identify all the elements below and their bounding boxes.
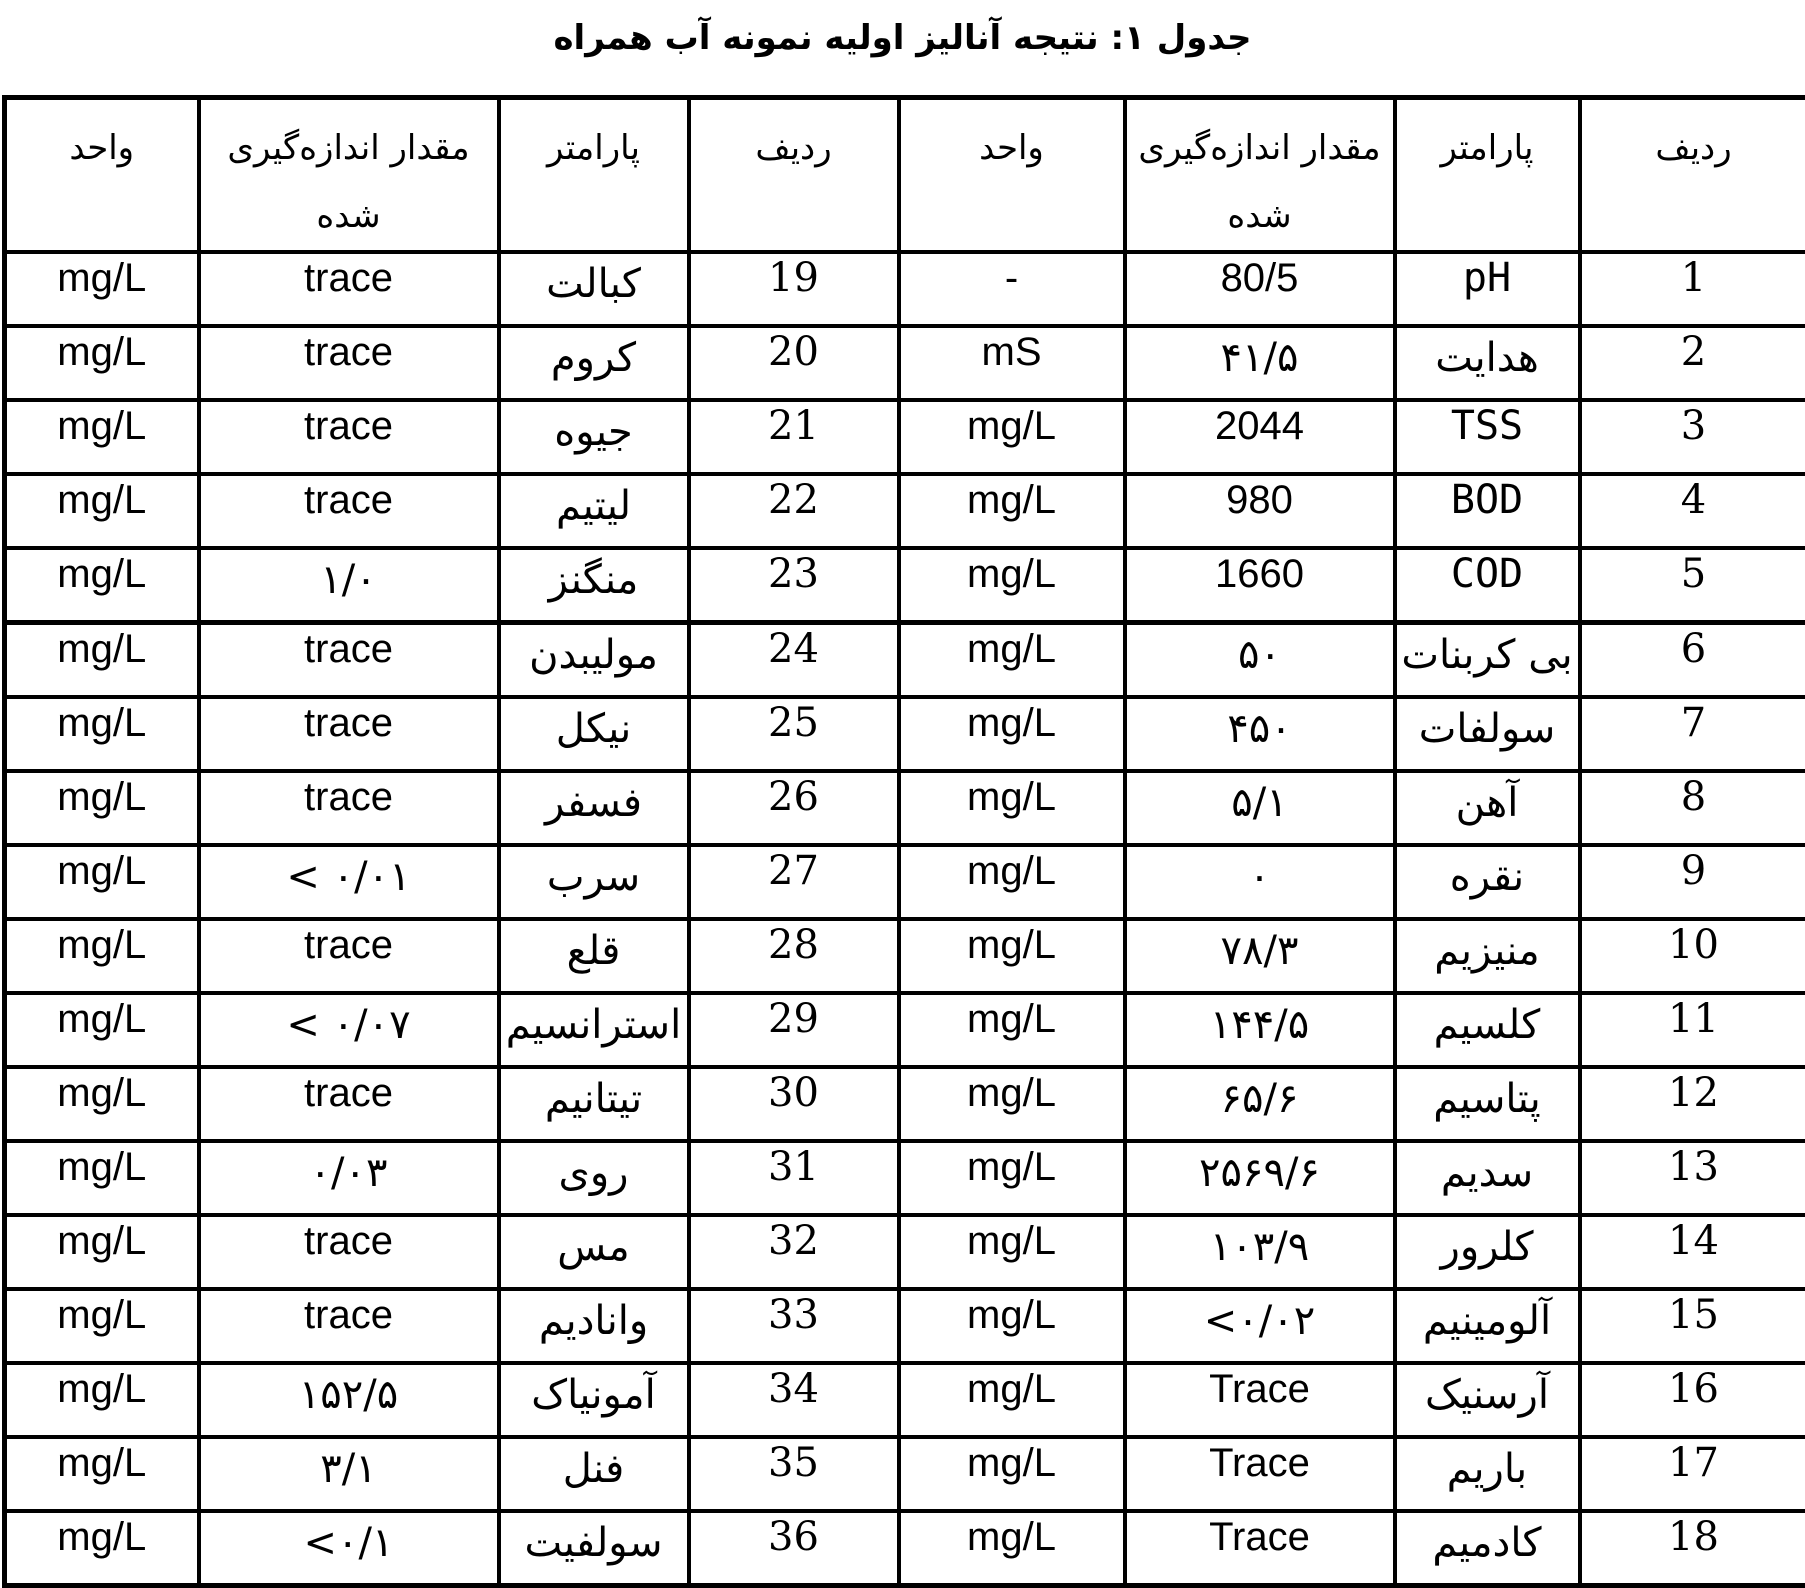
unit-cell: mg/L — [899, 1437, 1125, 1511]
table-caption: جدول ۱: نتیجه آنالیز اولیه نمونه آب همراه — [0, 18, 1805, 58]
parameter-cell: سدیم — [1395, 1141, 1580, 1215]
row-number-cell: 9 — [1580, 845, 1805, 919]
unit-cell: mg/L — [5, 993, 199, 1067]
table-row — [5, 1511, 1805, 1586]
row-number-cell: 11 — [1580, 993, 1805, 1067]
unit-cell: mg/L — [5, 919, 199, 993]
parameter-cell: پتاسیم — [1395, 1067, 1580, 1141]
unit-cell: mg/L — [899, 1141, 1125, 1215]
value-cell: ۱۰۳/۹ — [1125, 1215, 1395, 1289]
unit-cell: mS — [899, 326, 1125, 400]
unit-cell: mg/L — [899, 1511, 1125, 1586]
table-row — [5, 993, 1805, 1067]
parameter-cell: pH — [1395, 252, 1580, 326]
table-row — [5, 697, 1805, 771]
value-cell: ۵/۱ — [1125, 771, 1395, 845]
parameter-cell: TSS — [1395, 400, 1580, 474]
table-row — [5, 1067, 1805, 1141]
parameter-cell: آمونیاک — [499, 1363, 689, 1437]
parameter-cell: بی کربنات — [1395, 623, 1580, 698]
unit-cell: mg/L — [899, 1215, 1125, 1289]
row-number-cell: 10 — [1580, 919, 1805, 993]
value-cell: ۰ — [1125, 845, 1395, 919]
unit-cell: mg/L — [5, 1067, 199, 1141]
row-number-cell: 25 — [689, 697, 899, 771]
row-number-cell: 28 — [689, 919, 899, 993]
value-cell: <۰/۱ — [199, 1511, 499, 1586]
table-row — [5, 1215, 1805, 1289]
row-number-cell: 21 — [689, 400, 899, 474]
unit-cell: mg/L — [899, 697, 1125, 771]
row-number-cell: 26 — [689, 771, 899, 845]
value-cell: trace — [199, 252, 499, 326]
table-row — [5, 1437, 1805, 1511]
parameter-cell: فنل — [499, 1437, 689, 1511]
parameter-cell: کبالت — [499, 252, 689, 326]
row-number-cell: 36 — [689, 1511, 899, 1586]
value-cell: ۰/۰۳ — [199, 1141, 499, 1215]
unit-cell: mg/L — [5, 1511, 199, 1586]
table-row — [5, 771, 1805, 845]
row-number-cell: 18 — [1580, 1511, 1805, 1586]
table-row — [5, 1363, 1805, 1437]
value-cell: ۳/۱ — [199, 1437, 499, 1511]
row-number-cell: 35 — [689, 1437, 899, 1511]
parameter-cell: لیتیم — [499, 474, 689, 548]
parameter-cell: آهن — [1395, 771, 1580, 845]
parameter-cell: نیکل — [499, 697, 689, 771]
table-row — [5, 919, 1805, 993]
header-param-right: پارامتر — [1395, 98, 1580, 253]
row-number-cell: 17 — [1580, 1437, 1805, 1511]
unit-cell: mg/L — [5, 252, 199, 326]
table-row — [5, 474, 1805, 548]
row-number-cell: 24 — [689, 623, 899, 698]
table-row — [5, 252, 1805, 326]
unit-cell: mg/L — [5, 1437, 199, 1511]
value-cell: ۱۵۲/۵ — [199, 1363, 499, 1437]
parameter-cell: منیزیم — [1395, 919, 1580, 993]
row-number-cell: 4 — [1580, 474, 1805, 548]
unit-cell: mg/L — [5, 474, 199, 548]
unit-cell: mg/L — [899, 1067, 1125, 1141]
parameter-cell: نقره — [1395, 845, 1580, 919]
unit-cell: mg/L — [899, 845, 1125, 919]
parameter-cell: کروم — [499, 326, 689, 400]
value-cell: trace — [199, 326, 499, 400]
row-number-cell: 8 — [1580, 771, 1805, 845]
value-cell: trace — [199, 474, 499, 548]
unit-cell: mg/L — [899, 1289, 1125, 1363]
row-number-cell: 32 — [689, 1215, 899, 1289]
row-number-cell: 2 — [1580, 326, 1805, 400]
unit-cell: mg/L — [5, 1363, 199, 1437]
parameter-cell: سولفات — [1395, 697, 1580, 771]
value-cell: trace — [199, 400, 499, 474]
value-cell: Trace — [1125, 1511, 1395, 1586]
header-value-left: مقدار اندازه‌گیری شده — [199, 98, 499, 253]
value-cell: 980 — [1125, 474, 1395, 548]
value-cell: < ۰/۰۷ — [199, 993, 499, 1067]
row-number-cell: 7 — [1580, 697, 1805, 771]
value-cell: trace — [199, 623, 499, 698]
unit-cell: mg/L — [899, 771, 1125, 845]
row-number-cell: 19 — [689, 252, 899, 326]
value-cell: ۴۵۰ — [1125, 697, 1395, 771]
table-row — [5, 1289, 1805, 1363]
unit-cell: mg/L — [899, 623, 1125, 698]
parameter-cell: وانادیم — [499, 1289, 689, 1363]
header-param-left: پارامتر — [499, 98, 689, 253]
row-number-cell: 14 — [1580, 1215, 1805, 1289]
value-cell: trace — [199, 919, 499, 993]
header-unit-right: واحد — [899, 98, 1125, 253]
unit-cell: mg/L — [5, 697, 199, 771]
table-row — [5, 1141, 1805, 1215]
header-row-left: ردیف — [689, 98, 899, 253]
header-unit-left: واحد — [5, 98, 199, 253]
value-cell: < ۰/۰۱ — [199, 845, 499, 919]
value-cell: 2044 — [1125, 400, 1395, 474]
parameter-cell: هدایت — [1395, 326, 1580, 400]
row-number-cell: 20 — [689, 326, 899, 400]
value-cell: trace — [199, 1215, 499, 1289]
parameter-cell: روی — [499, 1141, 689, 1215]
value-cell: ۵۰ — [1125, 623, 1395, 698]
row-number-cell: 23 — [689, 548, 899, 623]
value-cell: trace — [199, 697, 499, 771]
parameter-cell: باریم — [1395, 1437, 1580, 1511]
parameter-cell: کلرور — [1395, 1215, 1580, 1289]
unit-cell: mg/L — [899, 548, 1125, 623]
unit-cell: mg/L — [5, 1141, 199, 1215]
unit-cell: mg/L — [899, 993, 1125, 1067]
row-number-cell: 34 — [689, 1363, 899, 1437]
table-body — [5, 252, 1805, 1586]
value-cell: trace — [199, 771, 499, 845]
unit-cell: mg/L — [5, 1289, 199, 1363]
parameter-cell: قلع — [499, 919, 689, 993]
row-number-cell: 12 — [1580, 1067, 1805, 1141]
value-cell: Trace — [1125, 1363, 1395, 1437]
row-number-cell: 13 — [1580, 1141, 1805, 1215]
parameter-cell: مس — [499, 1215, 689, 1289]
unit-cell: - — [899, 252, 1125, 326]
value-cell: 80/5 — [1125, 252, 1395, 326]
parameter-cell: استرانسیم — [499, 993, 689, 1067]
table-row — [5, 548, 1805, 623]
header-value-right: مقدار اندازه‌گیری شده — [1125, 98, 1395, 253]
value-cell: ۴۱/۵ — [1125, 326, 1395, 400]
parameter-cell: آرسنیک — [1395, 1363, 1580, 1437]
unit-cell: mg/L — [899, 400, 1125, 474]
parameter-cell: BOD — [1395, 474, 1580, 548]
row-number-cell: 27 — [689, 845, 899, 919]
value-cell: ۷۸/۳ — [1125, 919, 1395, 993]
header-row — [5, 98, 1805, 253]
parameter-cell: سرب — [499, 845, 689, 919]
parameter-cell: کلسیم — [1395, 993, 1580, 1067]
header-row-right: ردیف — [1580, 98, 1805, 253]
unit-cell: mg/L — [5, 623, 199, 698]
unit-cell: mg/L — [899, 919, 1125, 993]
row-number-cell: 3 — [1580, 400, 1805, 474]
unit-cell: mg/L — [5, 326, 199, 400]
row-number-cell: 5 — [1580, 548, 1805, 623]
parameter-cell: سولفیت — [499, 1511, 689, 1586]
analysis-table — [2, 95, 1805, 1588]
value-cell: <۰/۰۲ — [1125, 1289, 1395, 1363]
value-cell: ۱/۰ — [199, 548, 499, 623]
row-number-cell: 29 — [689, 993, 899, 1067]
parameter-cell: مولیبدن — [499, 623, 689, 698]
row-number-cell: 31 — [689, 1141, 899, 1215]
parameter-cell: تیتانیم — [499, 1067, 689, 1141]
parameter-cell: آلومینیم — [1395, 1289, 1580, 1363]
row-number-cell: 1 — [1580, 252, 1805, 326]
unit-cell: mg/L — [5, 845, 199, 919]
unit-cell: mg/L — [899, 1363, 1125, 1437]
unit-cell: mg/L — [5, 771, 199, 845]
value-cell: 1660 — [1125, 548, 1395, 623]
row-number-cell: 6 — [1580, 623, 1805, 698]
value-cell: trace — [199, 1289, 499, 1363]
unit-cell: mg/L — [899, 474, 1125, 548]
unit-cell: mg/L — [5, 1215, 199, 1289]
value-cell: ۱۴۴/۵ — [1125, 993, 1395, 1067]
parameter-cell: کادمیم — [1395, 1511, 1580, 1586]
table-row — [5, 845, 1805, 919]
table-row — [5, 623, 1805, 698]
value-cell: ۶۵/۶ — [1125, 1067, 1395, 1141]
row-number-cell: 33 — [689, 1289, 899, 1363]
parameter-cell: منگنز — [499, 548, 689, 623]
parameter-cell: جیوه — [499, 400, 689, 474]
row-number-cell: 16 — [1580, 1363, 1805, 1437]
row-number-cell: 30 — [689, 1067, 899, 1141]
unit-cell: mg/L — [5, 400, 199, 474]
row-number-cell: 22 — [689, 474, 899, 548]
value-cell: ۲۵۶۹/۶ — [1125, 1141, 1395, 1215]
value-cell: Trace — [1125, 1437, 1395, 1511]
table-row — [5, 326, 1805, 400]
parameter-cell: COD — [1395, 548, 1580, 623]
unit-cell: mg/L — [5, 548, 199, 623]
parameter-cell: فسفر — [499, 771, 689, 845]
value-cell: trace — [199, 1067, 499, 1141]
row-number-cell: 15 — [1580, 1289, 1805, 1363]
table-row — [5, 400, 1805, 474]
